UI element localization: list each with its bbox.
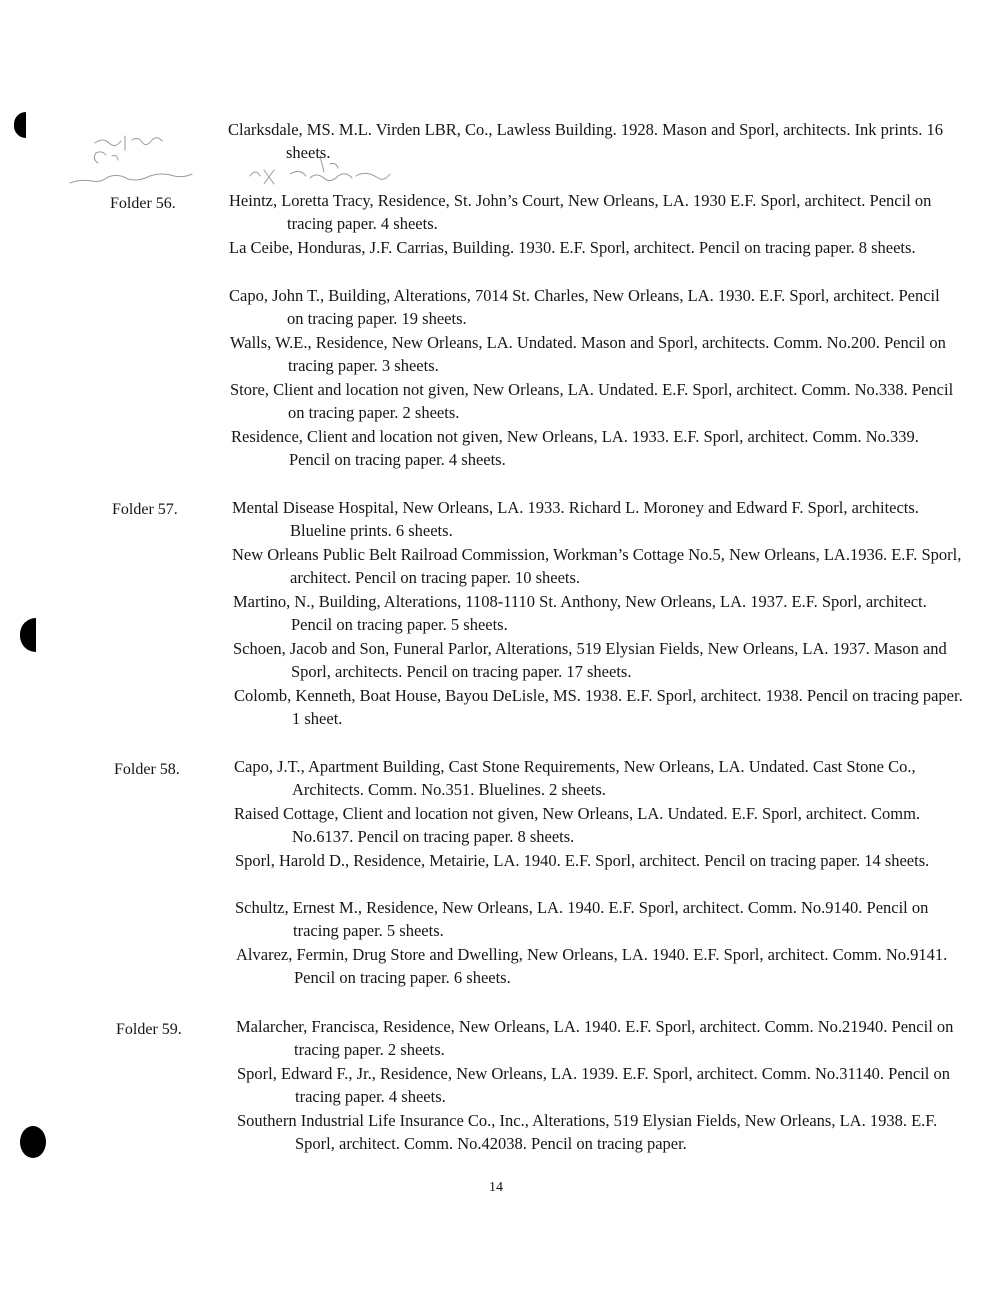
- list-item: Sporl, Edward F., Jr., Residence, New Orleans, LA. 1939. E.F. Sporl, architect. Comm. No.31140. Pencil on tracing paper. 4 sheets.: [237, 1064, 951, 1106]
- list-item: Schoen, Jacob and Son, Funeral Parlor, Alterations, 519 Elysian Fields, New Orleans, LA. 1937. Mason and Sporl, architects. Pencil on tracing paper. 17 sheets.: [233, 639, 947, 681]
- list-item: Walls, W.E., Residence, New Orleans, LA. Undated. Mason and Sporl, architects. Comm. No.200. Pencil on tracing paper. 3 sheets.: [230, 333, 946, 375]
- folder-label: Folder 59.: [116, 1021, 182, 1038]
- list-item: Heintz, Loretta Tracy, Residence, St. John’s Court, New Orleans, LA. 1930 E.F. Sporl, architect. Pencil on tracing paper. 4 sheets.: [229, 191, 932, 233]
- page-number: 14: [489, 1180, 503, 1195]
- list-item: Mental Disease Hospital, New Orleans, LA. 1933. Richard L. Moroney and Edward F. Sporl, architects. Blueline prints. 6 sheets.: [232, 498, 919, 540]
- list-item: New Orleans Public Belt Railroad Commission, Workman’s Cottage No.5, New Orleans, LA.1936. E.F. Sporl, architect. Pencil on tracing paper. 10 sheets.: [232, 545, 962, 587]
- list-item: Alvarez, Fermin, Drug Store and Dwelling, New Orleans, LA. 1940. E.F. Sporl, architect. Comm. No.9141. Pencil on tracing paper. 6 sheets.: [236, 945, 948, 987]
- list-item: Southern Industrial Life Insurance Co., Inc., Alterations, 519 Elysian Fields, New Orleans, LA. 1938. E.F. Sporl, architect. Comm. No.42038. Pencil on tracing paper.: [237, 1111, 938, 1153]
- list-item: Clarksdale, MS. M.L. Virden LBR, Co., Lawless Building. 1928. Mason and Sporl, architects. Ink prints. 16 sheets.: [228, 120, 944, 162]
- list-item: Residence, Client and location not given, New Orleans, LA. 1933. E.F. Sporl, architect. Comm. No.339. Pencil on tracing paper. 4 sheets.: [231, 427, 919, 469]
- binder-hole: [20, 1126, 46, 1158]
- folder-label: Folder 56.: [110, 195, 176, 212]
- list-item: Martino, N., Building, Alterations, 1108-1110 St. Anthony, New Orleans, LA. 1937. E.F. Sporl, architect. Pencil on tracing paper. 5 sheets.: [233, 592, 927, 634]
- folder-label: Folder 58.: [114, 761, 180, 778]
- list-item: Schultz, Ernest M., Residence, New Orleans, LA. 1940. E.F. Sporl, architect. Comm. No.9140. Pencil on tracing paper. 5 sheets.: [235, 898, 929, 940]
- list-item: Colomb, Kenneth, Boat House, Bayou DeLisle, MS. 1938. E.F. Sporl, architect. 1938. Pencil on tracing paper. 1 sheet.: [234, 686, 963, 728]
- list-item: Store, Client and location not given, New Orleans, LA. Undated. E.F. Sporl, architect. Comm. No.338. Pencil on tracing paper. 2 sheets.: [230, 380, 954, 422]
- binder-hole: [20, 618, 36, 652]
- list-item: Sporl, Harold D., Residence, Metairie, LA. 1940. E.F. Sporl, architect. Pencil on tracing paper. 14 sheets.: [235, 851, 930, 870]
- list-item: Capo, John T., Building, Alterations, 7014 St. Charles, New Orleans, LA. 1930. E.F. Sporl, architect. Pencil on tracing paper. 19 sheets.: [229, 286, 940, 328]
- folder-label: Folder 57.: [112, 501, 178, 518]
- binder-hole: [14, 112, 26, 138]
- list-item: Capo, J.T., Apartment Building, Cast Stone Requirements, New Orleans, LA. Undated. Cast Stone Co., Architects. Comm. No.351. Bluelines. 2 sheets.: [234, 757, 916, 799]
- list-item: Raised Cottage, Client and location not given, New Orleans, LA. Undated. E.F. Sporl, architect. Comm. No.6137. Pencil on tracing paper. 8 sheets.: [234, 804, 921, 846]
- list-item: Malarcher, Francisca, Residence, New Orleans, LA. 1940. E.F. Sporl, architect. Comm. No.21940. Pencil on tracing paper. 2 sheets.: [236, 1017, 954, 1059]
- list-item: La Ceibe, Honduras, J.F. Carrias, Building. 1930. E.F. Sporl, architect. Pencil on tracing paper. 8 sheets.: [229, 238, 916, 257]
